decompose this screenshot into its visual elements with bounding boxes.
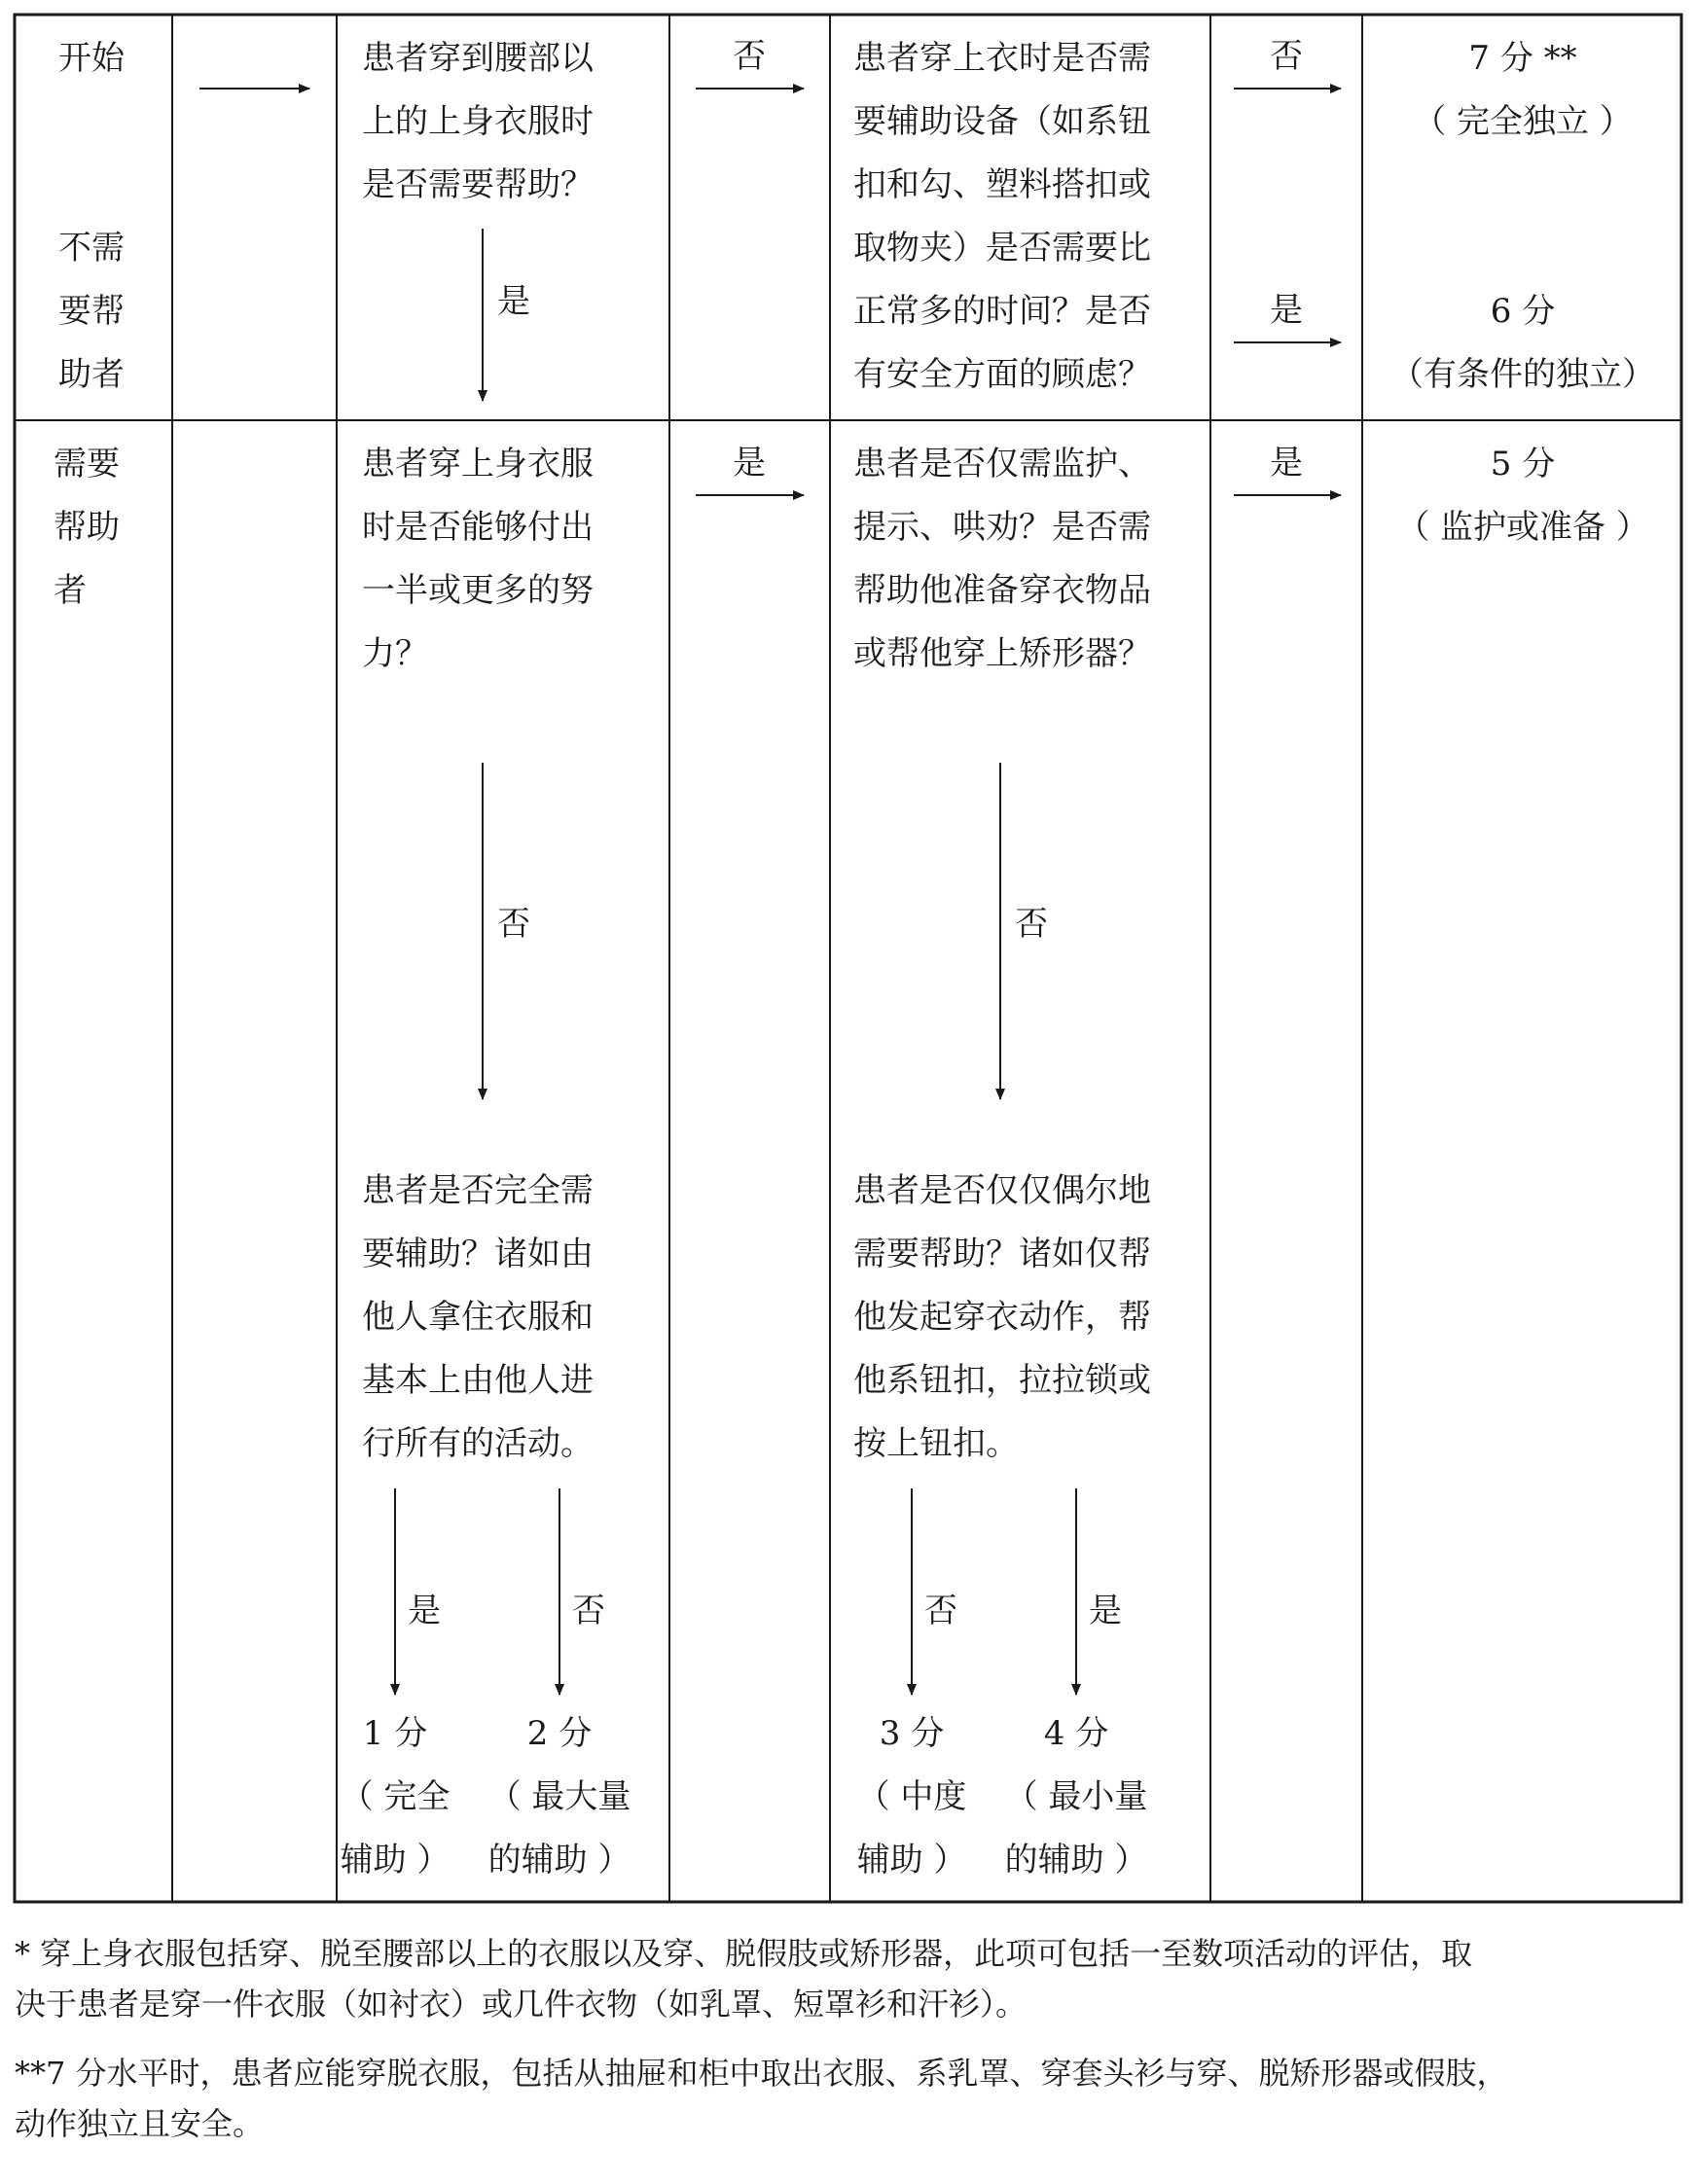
footnote-2: **7 分水平时，患者应能穿脱衣服，包括从抽屉和柜中取出衣服、系乳罩、穿套头衫与穿、脱矫形器或假肢， 动作独立且安全。 <box>15 2055 1508 2142</box>
question-upper-body-help: 患者穿到腰部以 上的上身衣服时 是否需要帮助？ <box>362 39 594 204</box>
footnote-1: * 穿上身衣服包括穿、脱至腰部以上的衣服以及穿、脱假肢或矫形器，此项可包括一至数项活动的评估，取 决于患者是穿一件衣服（如衬衣）或几件衣物（如乳罩、短罩衫和汗衫）。 <box>15 1935 1473 2023</box>
label-q6-yes: 是 <box>1089 1592 1122 1630</box>
score-3-moderate-assistance: 3 分 （ 中度 辅助 ） <box>856 1714 967 1880</box>
label-q4-yes: 是 <box>1270 444 1303 483</box>
question-supervision-only: 患者是否仅需监护、 提示、哄劝？是否需 帮助他准备穿衣物品 或帮他穿上矫形器？ <box>853 445 1151 673</box>
question-total-assist: 患者是否完全需 要辅助？诸如由 他人拿住衣服和 基本上由他人进 行所有的活动。 <box>362 1171 594 1463</box>
label-q4-no: 否 <box>1015 905 1048 944</box>
question-assistive-device: 患者穿上衣时是否需 要辅助设备（如系钮 扣和勾、塑料搭扣或 取物夹）是否需要比 正常多的时间？是否 有安全方面的顾虑？ <box>853 39 1151 394</box>
label-q1-no: 否 <box>733 37 766 76</box>
label-q2-yes: 是 <box>1270 291 1303 330</box>
label-q5-no: 否 <box>572 1592 605 1630</box>
score-5-supervision: 5 分 （ 监护或准备 ） <box>1396 445 1649 547</box>
score-1-total-assistance: 1 分 （ 完全 辅助 ） <box>340 1714 451 1880</box>
question-occasional-help: 患者是否仅仅偶尔地 需要帮助？诸如仅帮 他发起穿衣动作，帮 他系钮扣，拉拉锁或 按上钮扣。 <box>853 1171 1151 1463</box>
label-q1-yes: 是 <box>497 282 530 321</box>
score-4-minimal-assistance: 4 分 （ 最小量 的辅助 ） <box>1004 1714 1148 1880</box>
score-2-maximal-assistance: 2 分 （ 最大量 的辅助 ） <box>487 1714 631 1880</box>
label-q2-no: 否 <box>1270 37 1303 76</box>
label-no-help-needed: 不需 要帮 助者 <box>58 229 125 394</box>
label-help-needed: 需要 帮助 者 <box>54 445 120 610</box>
question-half-effort: 患者穿上身衣服 时是否能够付出 一半或更多的努 力？ <box>362 445 594 673</box>
label-q6-no: 否 <box>924 1592 957 1630</box>
score-7-complete-independence: 7 分 ** （ 完全独立 ） <box>1413 39 1633 141</box>
label-q3-no: 否 <box>497 905 530 944</box>
label-start: 开始 <box>58 39 125 78</box>
score-6-modified-independence: 6 分 （有条件的独立） <box>1390 292 1655 394</box>
label-q5-yes: 是 <box>408 1592 441 1630</box>
label-q3-yes: 是 <box>733 444 766 483</box>
